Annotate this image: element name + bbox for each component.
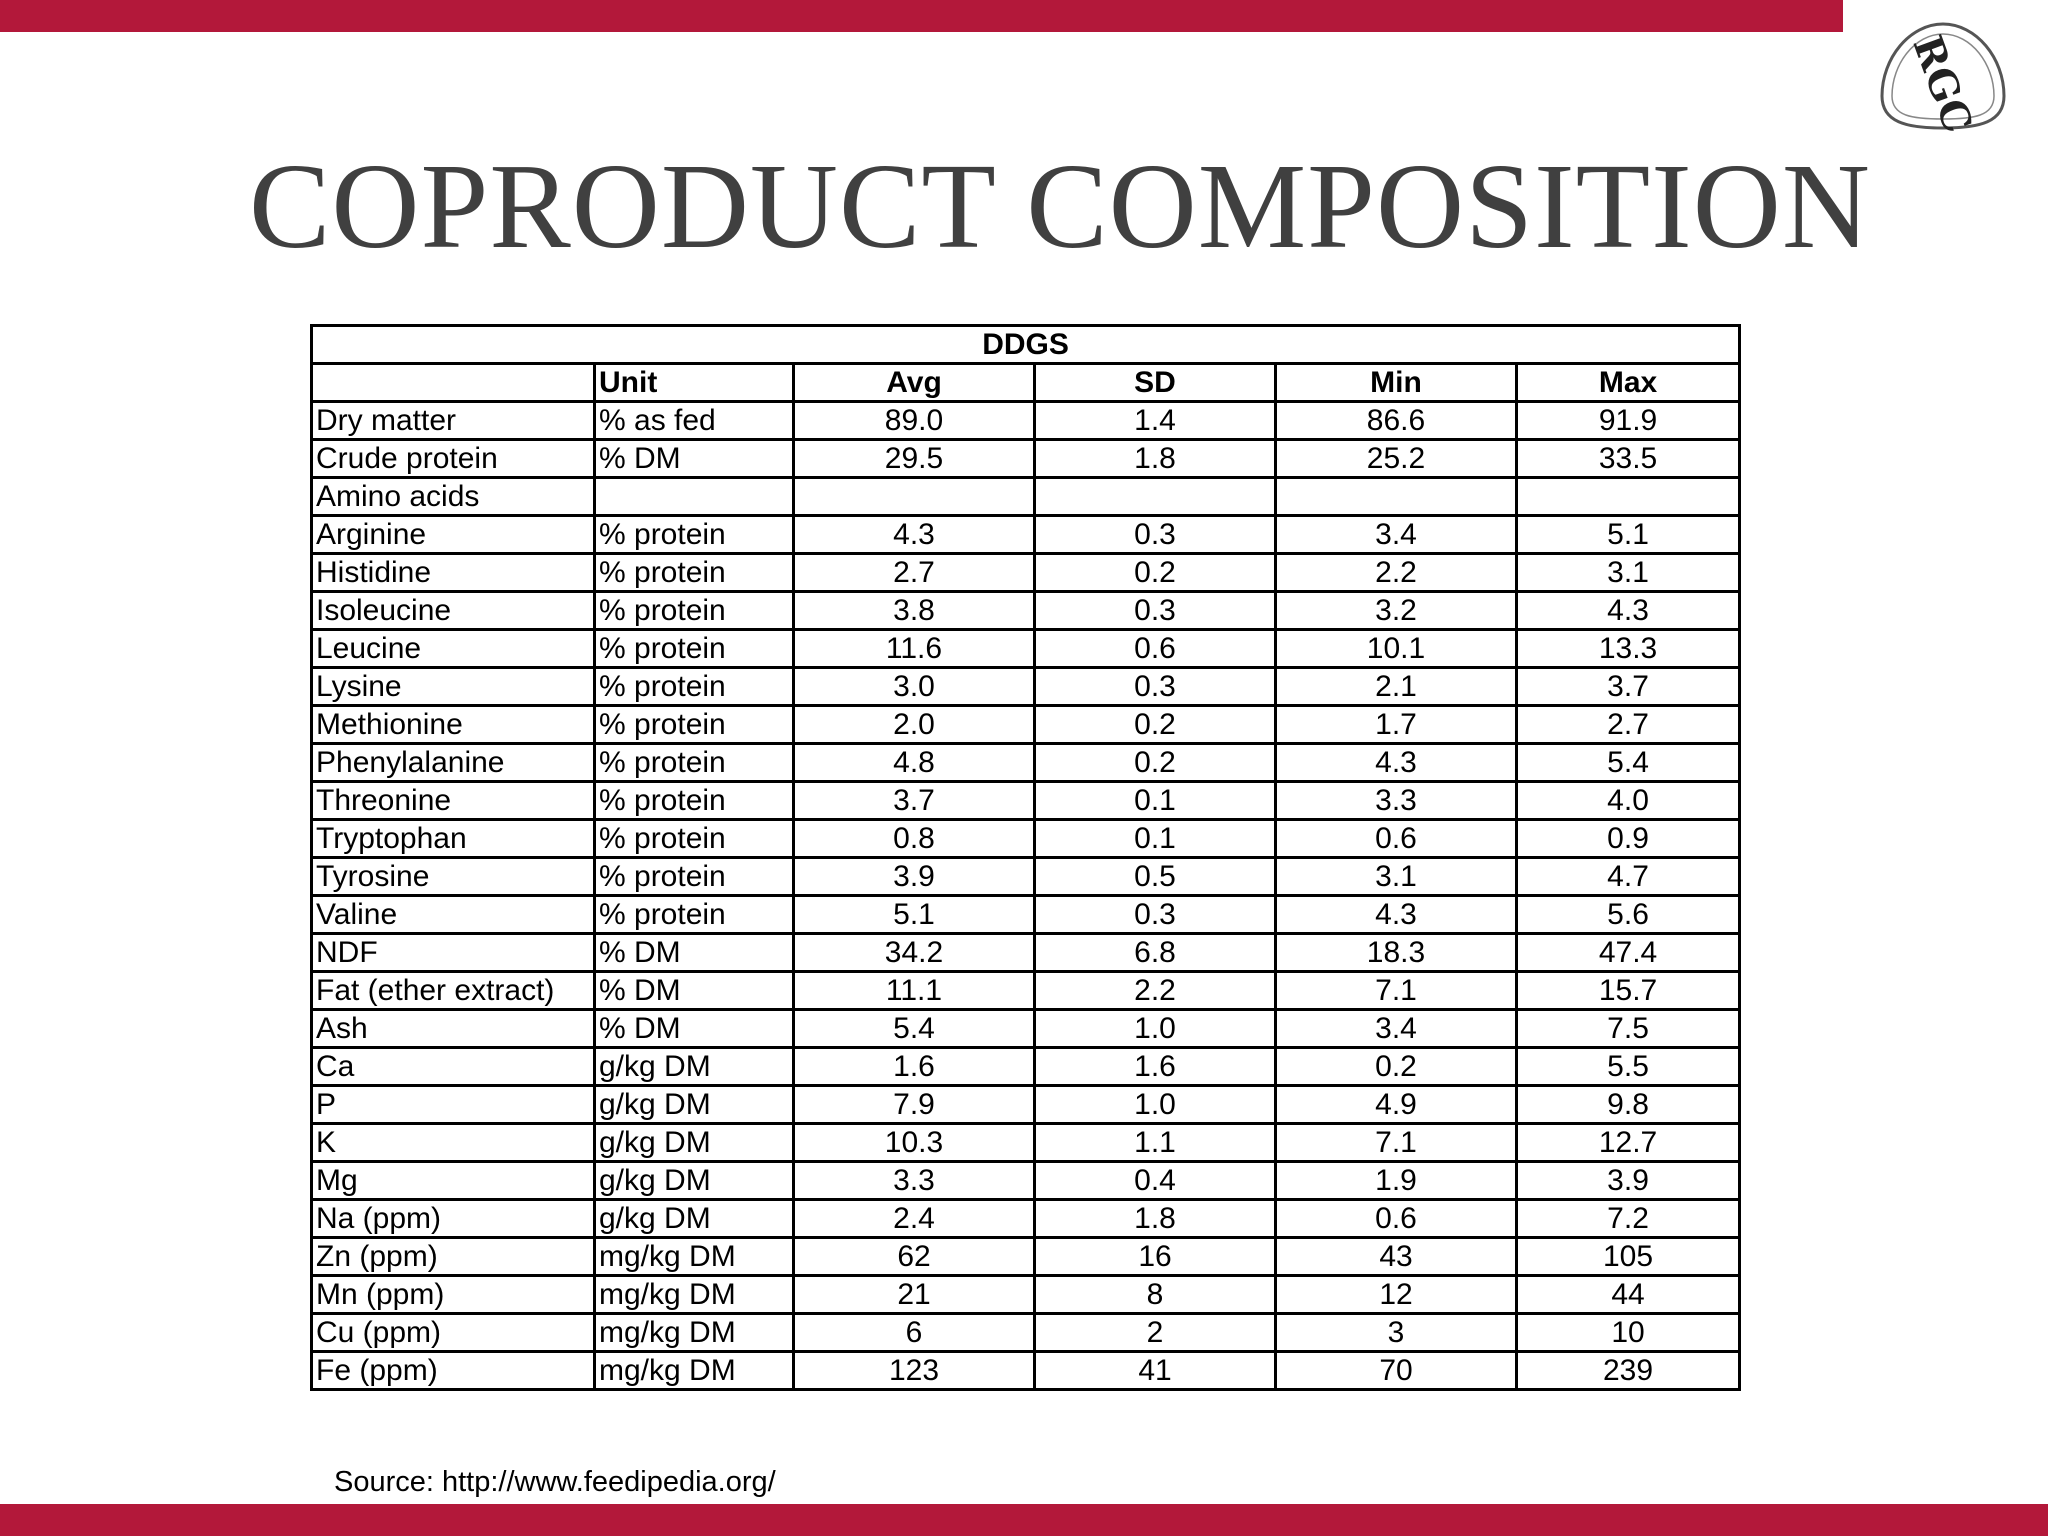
row-label: Cu (ppm) — [312, 1314, 595, 1352]
row-min: 2.2 — [1276, 554, 1517, 592]
row-avg — [794, 478, 1035, 516]
row-sd: 0.5 — [1035, 858, 1276, 896]
row-unit: g/kg DM — [595, 1048, 794, 1086]
row-unit: % protein — [595, 554, 794, 592]
row-label: Mn (ppm) — [312, 1276, 595, 1314]
row-avg: 3.3 — [794, 1162, 1035, 1200]
source-note: Source: http://www.feedipedia.org/ — [334, 1466, 776, 1498]
row-avg: 7.9 — [794, 1086, 1035, 1124]
row-min: 4.3 — [1276, 896, 1517, 934]
row-max: 5.6 — [1517, 896, 1740, 934]
table-row — [312, 896, 1740, 934]
row-min: 70 — [1276, 1352, 1517, 1390]
table-row — [312, 1276, 1740, 1314]
row-avg: 11.1 — [794, 972, 1035, 1010]
row-label: Lysine — [312, 668, 595, 706]
row-max: 4.7 — [1517, 858, 1740, 896]
row-label: Histidine — [312, 554, 595, 592]
row-min: 1.7 — [1276, 706, 1517, 744]
row-label: Tryptophan — [312, 820, 595, 858]
table-row — [312, 972, 1740, 1010]
table-row — [312, 630, 1740, 668]
row-sd: 1.6 — [1035, 1048, 1276, 1086]
composition-table — [310, 324, 1741, 1391]
row-avg: 3.9 — [794, 858, 1035, 896]
row-min: 3.4 — [1276, 516, 1517, 554]
row-sd: 1.8 — [1035, 440, 1276, 478]
row-avg: 2.7 — [794, 554, 1035, 592]
row-unit: g/kg DM — [595, 1086, 794, 1124]
row-sd: 0.2 — [1035, 706, 1276, 744]
row-label: Fe (ppm) — [312, 1352, 595, 1390]
row-sd: 0.3 — [1035, 516, 1276, 554]
row-max: 47.4 — [1517, 934, 1740, 972]
row-max: 239 — [1517, 1352, 1740, 1390]
row-min: 12 — [1276, 1276, 1517, 1314]
row-max: 7.5 — [1517, 1010, 1740, 1048]
header-avg: Avg — [794, 364, 1035, 402]
row-unit: g/kg DM — [595, 1200, 794, 1238]
row-label: Ca — [312, 1048, 595, 1086]
row-avg: 5.4 — [794, 1010, 1035, 1048]
row-avg: 3.7 — [794, 782, 1035, 820]
row-unit: % protein — [595, 896, 794, 934]
row-avg: 5.1 — [794, 896, 1035, 934]
row-avg: 123 — [794, 1352, 1035, 1390]
header-max: Max — [1517, 364, 1740, 402]
row-unit: % DM — [595, 1010, 794, 1048]
table-row — [312, 706, 1740, 744]
header-label — [312, 364, 595, 402]
table-row — [312, 1162, 1740, 1200]
row-min: 0.6 — [1276, 820, 1517, 858]
row-sd: 0.6 — [1035, 630, 1276, 668]
row-max: 4.3 — [1517, 592, 1740, 630]
table-row — [312, 934, 1740, 972]
table-header-row — [312, 364, 1740, 402]
row-max: 5.4 — [1517, 744, 1740, 782]
table-row — [312, 1124, 1740, 1162]
table-title-row — [312, 326, 1740, 364]
row-avg: 1.6 — [794, 1048, 1035, 1086]
row-max: 105 — [1517, 1238, 1740, 1276]
row-max: 12.7 — [1517, 1124, 1740, 1162]
row-unit: % protein — [595, 516, 794, 554]
row-avg: 89.0 — [794, 402, 1035, 440]
row-sd: 0.1 — [1035, 782, 1276, 820]
row-unit: % protein — [595, 592, 794, 630]
header-unit: Unit — [595, 364, 794, 402]
row-label: Threonine — [312, 782, 595, 820]
row-min: 86.6 — [1276, 402, 1517, 440]
row-avg: 3.8 — [794, 592, 1035, 630]
row-max: 3.9 — [1517, 1162, 1740, 1200]
row-avg: 10.3 — [794, 1124, 1035, 1162]
table-row — [312, 1200, 1740, 1238]
row-min: 0.6 — [1276, 1200, 1517, 1238]
row-max: 91.9 — [1517, 402, 1740, 440]
row-label: Na (ppm) — [312, 1200, 595, 1238]
row-unit: % protein — [595, 630, 794, 668]
table-row — [312, 858, 1740, 896]
row-avg: 2.4 — [794, 1200, 1035, 1238]
row-unit: % as fed — [595, 402, 794, 440]
row-max: 5.1 — [1517, 516, 1740, 554]
row-unit: % DM — [595, 934, 794, 972]
row-unit: % DM — [595, 972, 794, 1010]
row-unit: mg/kg DM — [595, 1352, 794, 1390]
row-sd: 0.3 — [1035, 896, 1276, 934]
row-max: 3.1 — [1517, 554, 1740, 592]
row-max: 9.8 — [1517, 1086, 1740, 1124]
row-sd: 6.8 — [1035, 934, 1276, 972]
row-min: 18.3 — [1276, 934, 1517, 972]
row-max: 15.7 — [1517, 972, 1740, 1010]
table-row — [312, 1314, 1740, 1352]
table-row — [312, 1086, 1740, 1124]
row-sd: 0.3 — [1035, 592, 1276, 630]
rgc-seal-logo-icon — [1876, 18, 2010, 134]
row-min: 2.1 — [1276, 668, 1517, 706]
row-avg: 34.2 — [794, 934, 1035, 972]
row-unit: mg/kg DM — [595, 1314, 794, 1352]
row-sd: 0.3 — [1035, 668, 1276, 706]
row-min: 4.3 — [1276, 744, 1517, 782]
table-row — [312, 820, 1740, 858]
row-sd: 1.0 — [1035, 1010, 1276, 1048]
row-min: 4.9 — [1276, 1086, 1517, 1124]
row-avg: 29.5 — [794, 440, 1035, 478]
row-min: 25.2 — [1276, 440, 1517, 478]
top-accent-bar — [0, 0, 1843, 32]
row-unit: % protein — [595, 782, 794, 820]
row-label: Ash — [312, 1010, 595, 1048]
header-min: Min — [1276, 364, 1517, 402]
table-row — [312, 668, 1740, 706]
row-min: 43 — [1276, 1238, 1517, 1276]
row-unit: % protein — [595, 820, 794, 858]
row-sd: 0.2 — [1035, 554, 1276, 592]
row-sd: 41 — [1035, 1352, 1276, 1390]
row-sd: 0.2 — [1035, 744, 1276, 782]
row-max: 3.7 — [1517, 668, 1740, 706]
row-min: 3.2 — [1276, 592, 1517, 630]
row-min: 3.1 — [1276, 858, 1517, 896]
row-max: 13.3 — [1517, 630, 1740, 668]
row-label: Amino acids — [312, 478, 595, 516]
table-row — [312, 478, 1740, 516]
row-max: 4.0 — [1517, 782, 1740, 820]
row-label: Leucine — [312, 630, 595, 668]
table-row — [312, 402, 1740, 440]
row-sd: 2 — [1035, 1314, 1276, 1352]
row-avg: 6 — [794, 1314, 1035, 1352]
table-row — [312, 1238, 1740, 1276]
row-unit: % protein — [595, 706, 794, 744]
row-label: Arginine — [312, 516, 595, 554]
row-sd: 1.1 — [1035, 1124, 1276, 1162]
table-row — [312, 782, 1740, 820]
row-sd: 0.4 — [1035, 1162, 1276, 1200]
row-label: Dry matter — [312, 402, 595, 440]
row-label: P — [312, 1086, 595, 1124]
row-avg: 0.8 — [794, 820, 1035, 858]
row-label: NDF — [312, 934, 595, 972]
row-min: 1.9 — [1276, 1162, 1517, 1200]
row-unit — [595, 478, 794, 516]
table-row — [312, 1010, 1740, 1048]
row-sd — [1035, 478, 1276, 516]
page-title: COPRODUCT COMPOSITION — [249, 139, 1871, 274]
row-avg: 11.6 — [794, 630, 1035, 668]
row-max: 5.5 — [1517, 1048, 1740, 1086]
row-max — [1517, 478, 1740, 516]
row-sd: 1.8 — [1035, 1200, 1276, 1238]
row-avg: 3.0 — [794, 668, 1035, 706]
table-row — [312, 1048, 1740, 1086]
row-label: Valine — [312, 896, 595, 934]
table-row — [312, 440, 1740, 478]
row-min — [1276, 478, 1517, 516]
row-min: 10.1 — [1276, 630, 1517, 668]
row-label: Fat (ether extract) — [312, 972, 595, 1010]
row-min: 3 — [1276, 1314, 1517, 1352]
row-sd: 1.0 — [1035, 1086, 1276, 1124]
row-min: 7.1 — [1276, 972, 1517, 1010]
row-label: Methionine — [312, 706, 595, 744]
row-label: Tyrosine — [312, 858, 595, 896]
row-avg: 2.0 — [794, 706, 1035, 744]
row-sd: 0.1 — [1035, 820, 1276, 858]
row-max: 10 — [1517, 1314, 1740, 1352]
row-min: 0.2 — [1276, 1048, 1517, 1086]
row-min: 3.3 — [1276, 782, 1517, 820]
row-sd: 16 — [1035, 1238, 1276, 1276]
row-sd: 8 — [1035, 1276, 1276, 1314]
row-unit: mg/kg DM — [595, 1238, 794, 1276]
bottom-accent-bar — [0, 1504, 2048, 1536]
row-unit: % protein — [595, 744, 794, 782]
row-sd: 2.2 — [1035, 972, 1276, 1010]
table-row — [312, 744, 1740, 782]
row-unit: mg/kg DM — [595, 1276, 794, 1314]
row-max: 0.9 — [1517, 820, 1740, 858]
row-label: K — [312, 1124, 595, 1162]
row-max: 2.7 — [1517, 706, 1740, 744]
row-unit: % protein — [595, 858, 794, 896]
table-row — [312, 516, 1740, 554]
row-min: 3.4 — [1276, 1010, 1517, 1048]
row-label: Isoleucine — [312, 592, 595, 630]
svg-text:RGC: RGC — [1903, 29, 1982, 134]
table-title: DDGS — [312, 326, 1740, 364]
row-label: Zn (ppm) — [312, 1238, 595, 1276]
row-label: Mg — [312, 1162, 595, 1200]
row-avg: 4.8 — [794, 744, 1035, 782]
table-row — [312, 1352, 1740, 1390]
row-unit: g/kg DM — [595, 1124, 794, 1162]
table-row — [312, 592, 1740, 630]
row-avg: 21 — [794, 1276, 1035, 1314]
table-row — [312, 554, 1740, 592]
header-sd: SD — [1035, 364, 1276, 402]
row-max: 44 — [1517, 1276, 1740, 1314]
row-max: 33.5 — [1517, 440, 1740, 478]
row-unit: % protein — [595, 668, 794, 706]
row-min: 7.1 — [1276, 1124, 1517, 1162]
row-avg: 4.3 — [794, 516, 1035, 554]
row-sd: 1.4 — [1035, 402, 1276, 440]
row-unit: % DM — [595, 440, 794, 478]
row-label: Phenylalanine — [312, 744, 595, 782]
row-label: Crude protein — [312, 440, 595, 478]
row-avg: 62 — [794, 1238, 1035, 1276]
row-max: 7.2 — [1517, 1200, 1740, 1238]
row-unit: g/kg DM — [595, 1162, 794, 1200]
